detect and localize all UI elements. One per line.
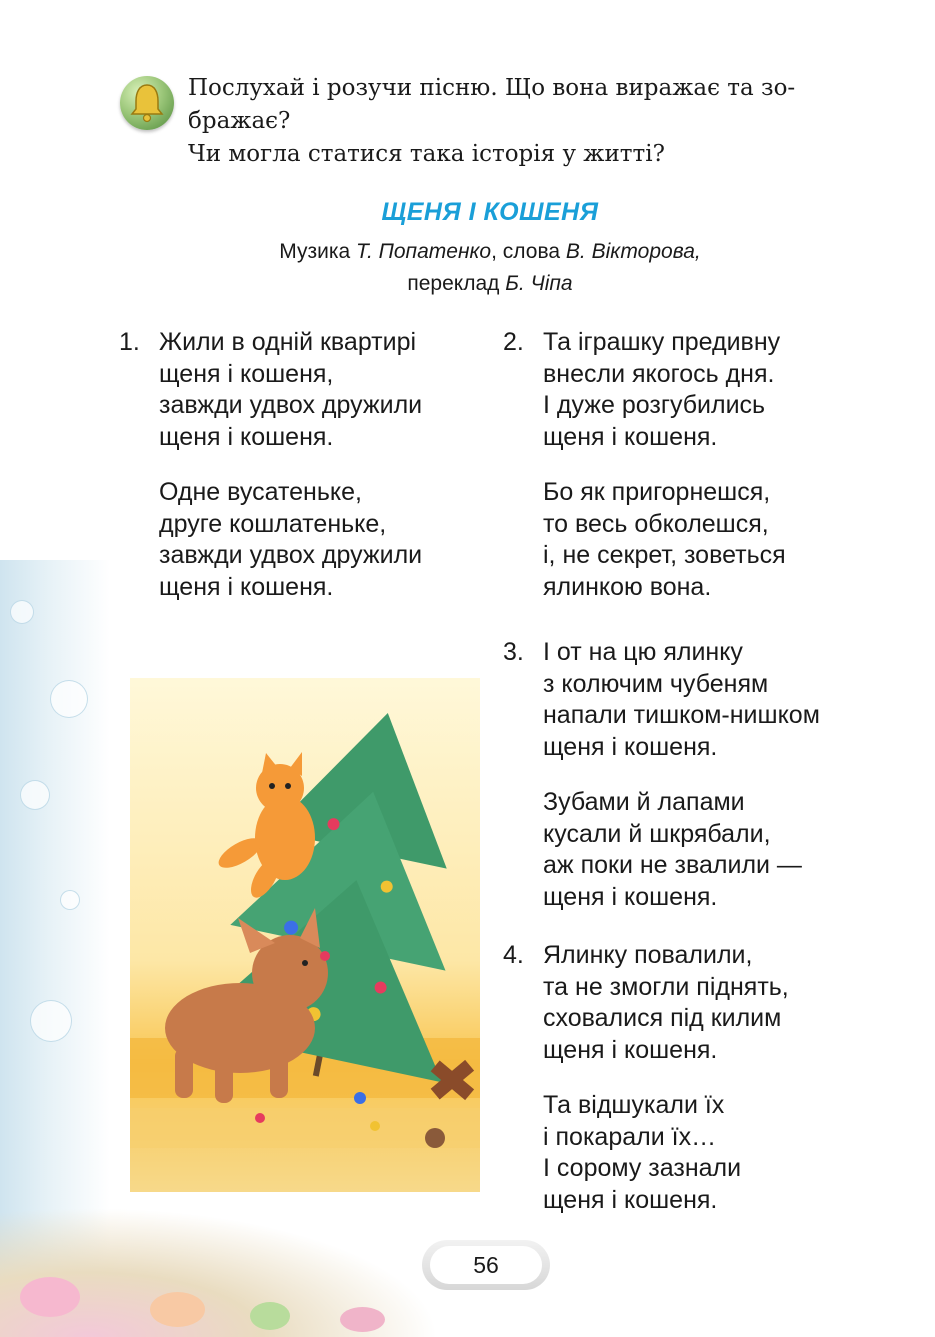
page-number: 56 — [430, 1246, 542, 1284]
credits-line-1 — [0, 236, 935, 268]
decorative-bubble — [60, 890, 80, 910]
verse-line: щеня і кошеня. — [543, 422, 718, 451]
verse-line: і, не секрет, зоветься — [543, 541, 786, 569]
verse-line: Та іграшку предивну — [543, 328, 781, 356]
flower-shape — [250, 1302, 290, 1330]
verse-line: щеня і кошеня. — [543, 1035, 718, 1064]
decorative-bottom-flowers — [0, 1207, 440, 1337]
verse-line: щеня і кошеня. — [543, 732, 718, 761]
verse-line: з колючим чубеням — [543, 669, 769, 698]
verse-2 — [503, 327, 786, 603]
verse-number: 2. — [503, 328, 524, 356]
verse-line: щеня і кошеня, — [159, 359, 334, 388]
verse-line: друге кошлатеньке, — [159, 509, 387, 538]
verse-line: І от на цю ялинку — [543, 638, 743, 666]
verse-line: щеня і кошеня. — [543, 1185, 718, 1214]
verse-line: завжди удвох дружили — [159, 541, 423, 569]
verse-3 — [503, 637, 820, 913]
verse-number: 4. — [503, 941, 524, 969]
decorative-bubble — [50, 680, 88, 718]
decorative-bubble — [10, 600, 34, 624]
verse-line: Жили в одній квартирі — [159, 328, 417, 356]
verse-line: то весь обколешся, — [543, 509, 769, 538]
verse-line: напали тишком-нишком — [543, 701, 820, 729]
composer-name: Т. Попатенко — [356, 240, 492, 263]
verse-line: і покарали їх… — [543, 1122, 717, 1151]
verse-line: щеня і кошеня. — [159, 572, 334, 601]
verse-line: Та відшукали їх — [543, 1091, 725, 1119]
flower-shape — [340, 1307, 385, 1332]
verse-line: внесли якогось дня. — [543, 359, 775, 388]
verse-line: сховалися під килим — [543, 1004, 782, 1032]
verse-line: І дуже розгубились — [543, 391, 766, 419]
flower-shape — [20, 1277, 80, 1317]
verse-line: аж поки не звалили — — [543, 851, 802, 879]
illustration-puppy-kitten-tree — [130, 678, 480, 1192]
verse-1 — [119, 327, 423, 603]
lyricist-name: В. Вікторова, — [565, 240, 701, 263]
verse-line: кусали й шкрябали, — [543, 819, 771, 848]
page-number-badge — [422, 1240, 550, 1290]
decorative-bubble — [20, 780, 50, 810]
verse-number: 1. — [119, 328, 140, 356]
flower-shape — [150, 1292, 205, 1327]
song-credits — [0, 236, 935, 300]
verse-line: Одне вусатеньке, — [159, 478, 362, 506]
credits-line-2 — [0, 268, 935, 300]
song-title: ЩЕНЯ І КОШЕНЯ — [381, 198, 599, 226]
verse-4 — [503, 940, 789, 1216]
translator-name: Б. Чіпа — [505, 272, 573, 295]
decorative-bubble — [30, 1000, 72, 1042]
verse-line: та не змогли піднять, — [543, 972, 789, 1001]
instruction-line: Чи могла статися така історія у житті? — [188, 141, 665, 167]
verse-line: Зубами й лапами — [543, 788, 745, 816]
music-label: Музика — [279, 240, 357, 263]
instruction-line: бражає? — [188, 108, 291, 134]
bell-icon — [120, 76, 174, 130]
verse-line: ялинкою вона. — [543, 572, 712, 601]
verse-line: Ялинку повалили, — [543, 941, 753, 969]
words-label: , слова — [491, 240, 566, 263]
verse-number: 3. — [503, 638, 524, 666]
translation-label: переклад — [407, 272, 506, 295]
verse-line: щеня і кошеня. — [159, 422, 334, 451]
verse-line: завжди удвох дружили — [159, 391, 423, 419]
instruction-line: Послухай і розучи пісню. Що вона виражає та зо- — [188, 75, 796, 101]
verse-line: щеня і кошеня. — [543, 882, 718, 911]
task-instructions — [188, 72, 878, 171]
verse-line: І сорому зазнали — [543, 1154, 742, 1182]
verse-line: Бо як пригорнешся, — [543, 478, 771, 506]
